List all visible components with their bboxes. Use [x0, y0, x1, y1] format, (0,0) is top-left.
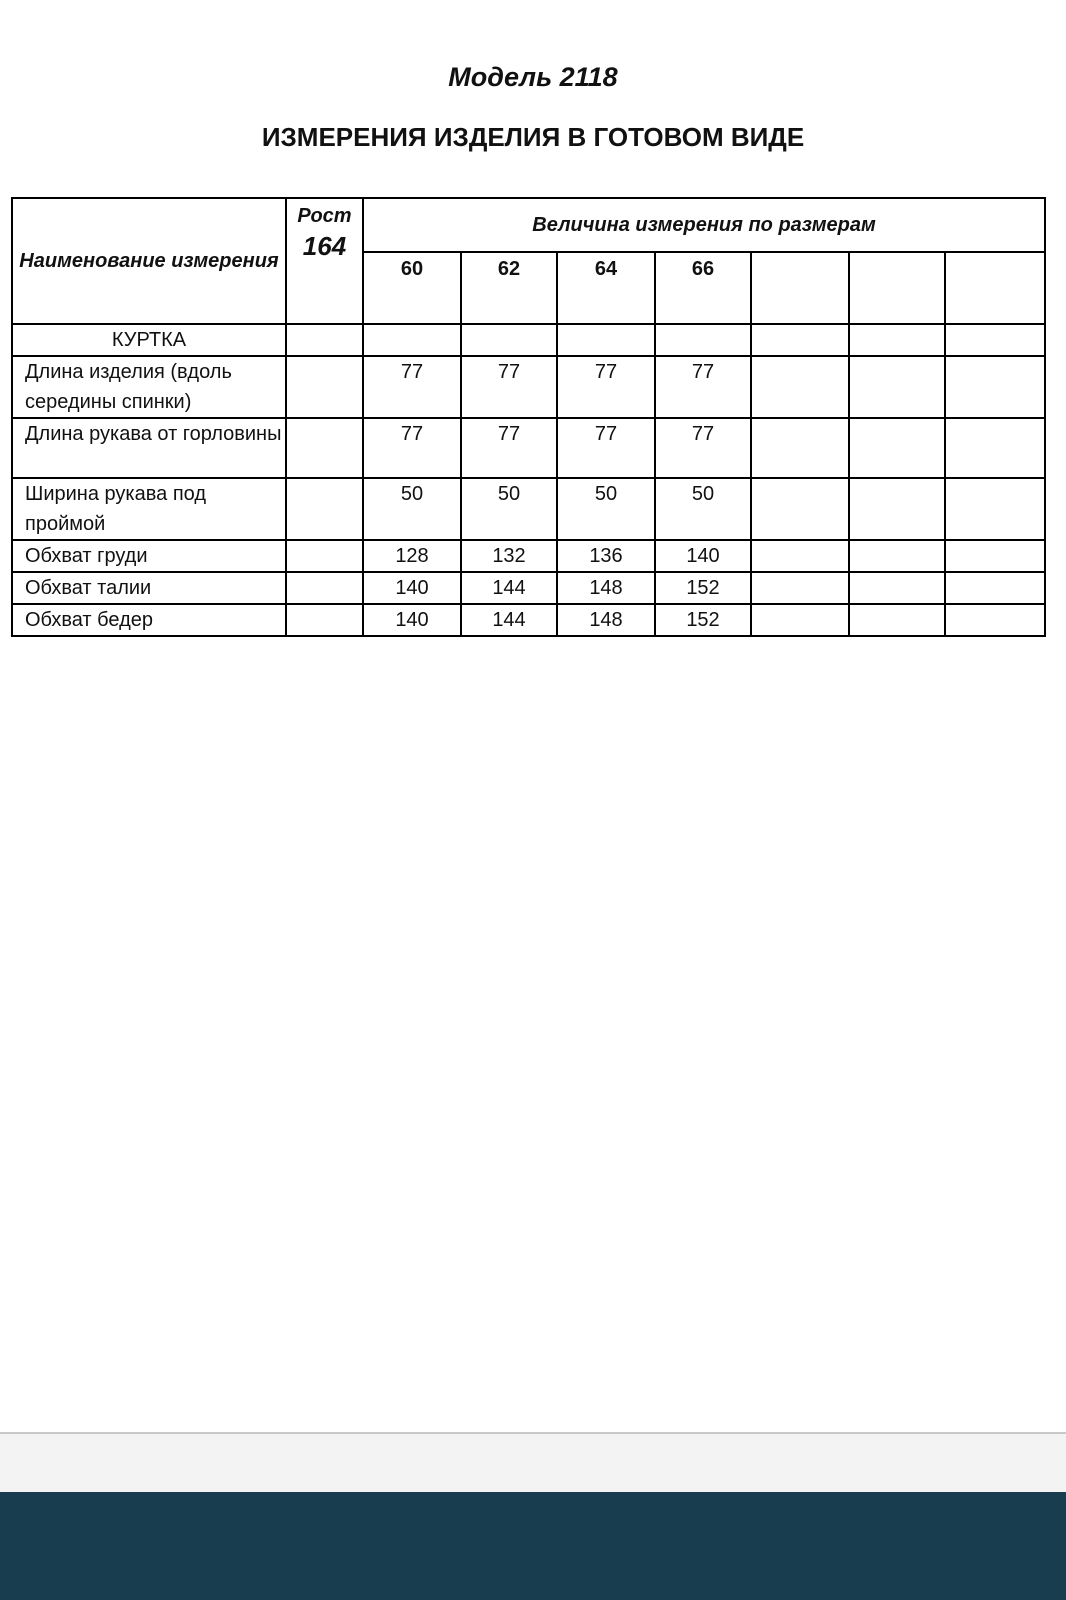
value-cell — [945, 418, 1045, 478]
rost-cell — [286, 540, 363, 572]
value-cell — [751, 356, 849, 418]
measurement-name: Обхват груди — [12, 540, 286, 572]
gray-band — [0, 1432, 1066, 1494]
value-cell: 50 — [363, 478, 461, 540]
value-cell: 128 — [363, 540, 461, 572]
table-row — [12, 356, 1045, 418]
value-cell — [751, 604, 849, 636]
table-row — [12, 572, 1045, 604]
model-title: Модель 2118 — [448, 62, 618, 92]
measurement-name: Длина изделия (вдоль середины спинки) — [12, 356, 286, 418]
value-cell: 77 — [655, 418, 751, 478]
header-name: Наименование измерения — [12, 198, 286, 324]
value-cell: 148 — [557, 604, 655, 636]
rost-cell — [286, 418, 363, 478]
value-cell: 50 — [461, 478, 557, 540]
header-rost-label: Рост — [297, 205, 352, 227]
value-cell: 140 — [363, 572, 461, 604]
value-cell — [945, 604, 1045, 636]
value-cell: 77 — [557, 356, 655, 418]
value-cell — [849, 356, 945, 418]
header-size-group: Величина измерения по размерам — [363, 198, 1045, 252]
value-cell — [751, 478, 849, 540]
value-cell: 77 — [363, 418, 461, 478]
value-cell: 132 — [461, 540, 557, 572]
document-title: ИЗМЕРЕНИЯ ИЗДЕЛИЯ В ГОТОВОМ ВИДЕ — [261, 122, 805, 152]
value-cell — [849, 540, 945, 572]
value-cell — [849, 478, 945, 540]
value-cell: 144 — [461, 572, 557, 604]
value-cell — [849, 572, 945, 604]
value-cell — [849, 604, 945, 636]
value-cell — [751, 572, 849, 604]
header-rost-value: 164 — [302, 231, 347, 261]
measurement-name: Обхват бедер — [12, 604, 286, 636]
value-cell: 152 — [655, 572, 751, 604]
measurement-name: Обхват талии — [12, 572, 286, 604]
size-cell: 66 — [655, 252, 751, 324]
size-cell — [945, 252, 1045, 324]
size-cell: 62 — [461, 252, 557, 324]
value-cell: 77 — [363, 356, 461, 418]
value-cell: 50 — [557, 478, 655, 540]
value-cell — [945, 540, 1045, 572]
header-rost — [286, 198, 363, 324]
value-cell — [751, 418, 849, 478]
size-cell — [751, 252, 849, 324]
value-cell: 77 — [655, 356, 751, 418]
measurements-table — [11, 197, 1046, 637]
table-row — [12, 540, 1045, 572]
value-cell: 77 — [461, 356, 557, 418]
rost-cell — [286, 572, 363, 604]
value-cell — [945, 356, 1045, 418]
measurement-name: Ширина рукава под проймой — [12, 478, 286, 540]
value-cell — [945, 478, 1045, 540]
size-cell: 64 — [557, 252, 655, 324]
size-cell: 60 — [363, 252, 461, 324]
value-cell: 140 — [363, 604, 461, 636]
rost-cell — [286, 604, 363, 636]
value-cell: 77 — [461, 418, 557, 478]
value-cell: 148 — [557, 572, 655, 604]
size-cell — [849, 252, 945, 324]
value-cell — [849, 418, 945, 478]
rost-cell — [286, 478, 363, 540]
section-label: КУРТКА — [12, 324, 286, 356]
table-row — [12, 604, 1045, 636]
rost-cell — [286, 356, 363, 418]
measurement-name: Длина рукава от горловины — [12, 418, 286, 478]
table-row — [12, 478, 1045, 540]
footer-band — [0, 1492, 1066, 1600]
value-cell: 136 — [557, 540, 655, 572]
value-cell: 152 — [655, 604, 751, 636]
value-cell — [751, 540, 849, 572]
value-cell: 50 — [655, 478, 751, 540]
table-row — [12, 418, 1045, 478]
value-cell: 77 — [557, 418, 655, 478]
value-cell — [945, 572, 1045, 604]
value-cell: 144 — [461, 604, 557, 636]
value-cell: 140 — [655, 540, 751, 572]
